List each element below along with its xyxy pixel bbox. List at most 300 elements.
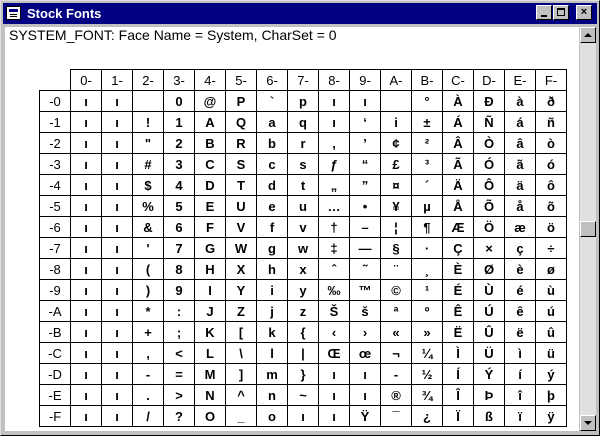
char-cell: g xyxy=(257,238,288,259)
char-cell: í xyxy=(505,364,536,385)
char-cell: Ì xyxy=(443,343,474,364)
char-cell: ı xyxy=(102,133,133,154)
char-cell: ò xyxy=(536,133,567,154)
char-cell: § xyxy=(381,238,412,259)
table-row xyxy=(40,154,567,175)
char-cell: ’ xyxy=(350,133,381,154)
table-row xyxy=(40,259,567,280)
char-cell: K xyxy=(195,322,226,343)
column-header: 3- xyxy=(164,70,195,91)
char-cell: ° xyxy=(412,91,443,112)
column-header: B- xyxy=(412,70,443,91)
char-cell: ï xyxy=(505,406,536,427)
char-cell: Ä xyxy=(443,175,474,196)
char-cell: Ý xyxy=(474,364,505,385)
char-cell: E xyxy=(195,196,226,217)
char-cell: — xyxy=(350,238,381,259)
char-cell: : xyxy=(164,301,195,322)
scroll-thumb[interactable] xyxy=(580,221,596,237)
char-cell: ý xyxy=(536,364,567,385)
row-header: -1 xyxy=(40,112,71,133)
column-header-row xyxy=(40,70,567,91)
char-cell: 2 xyxy=(164,133,195,154)
char-cell: & xyxy=(133,217,164,238)
char-cell: 3 xyxy=(164,154,195,175)
table-row xyxy=(40,133,567,154)
char-cell: £ xyxy=(381,154,412,175)
char-cell: ı xyxy=(288,406,319,427)
char-cell: ı xyxy=(102,238,133,259)
char-cell: ı xyxy=(102,154,133,175)
char-cell: ˆ xyxy=(319,259,350,280)
char-cell: Ù xyxy=(474,280,505,301)
char-cell: Æ xyxy=(443,217,474,238)
char-cell: É xyxy=(443,280,474,301)
char-cell: O xyxy=(195,406,226,427)
char-cell: ¹ xyxy=(412,280,443,301)
char-cell: Ï xyxy=(443,406,474,427)
char-cell: + xyxy=(133,322,164,343)
char-cell: ± xyxy=(412,112,443,133)
row-header: -F xyxy=(40,406,71,427)
char-cell: V xyxy=(226,217,257,238)
char-cell: ì xyxy=(505,343,536,364)
char-cell: Q xyxy=(226,112,257,133)
char-cell: ı xyxy=(350,364,381,385)
char-cell: t xyxy=(288,175,319,196)
table-row xyxy=(40,196,567,217)
char-cell: ½ xyxy=(412,364,443,385)
row-header: -E xyxy=(40,385,71,406)
char-cell: ı xyxy=(102,385,133,406)
char-cell: J xyxy=(195,301,226,322)
row-header: -9 xyxy=(40,280,71,301)
char-cell: q xyxy=(288,112,319,133)
char-cell: Œ xyxy=(319,343,350,364)
char-cell: ô xyxy=(536,175,567,196)
table-row xyxy=(40,112,567,133)
char-cell: … xyxy=(319,196,350,217)
char-cell: X xyxy=(226,259,257,280)
char-cell: 5 xyxy=(164,196,195,217)
arrow-up-icon xyxy=(584,33,592,37)
char-cell: è xyxy=(505,259,536,280)
char-cell: × xyxy=(474,238,505,259)
char-cell: û xyxy=(536,322,567,343)
char-cell: ƒ xyxy=(319,154,350,175)
char-cell: ı xyxy=(71,280,102,301)
table-row xyxy=(40,343,567,364)
title-bar[interactable] xyxy=(3,3,597,24)
char-cell: ı xyxy=(71,133,102,154)
char-cell: [ xyxy=(226,322,257,343)
char-cell: I xyxy=(195,280,226,301)
char-cell: š xyxy=(350,301,381,322)
char-cell: ı xyxy=(71,91,102,112)
row-header: -2 xyxy=(40,133,71,154)
char-cell: j xyxy=(257,301,288,322)
column-header: 2- xyxy=(133,70,164,91)
char-cell: m xyxy=(257,364,288,385)
char-cell: Ú xyxy=(474,301,505,322)
char-cell: 7 xyxy=(164,238,195,259)
char-cell: Ê xyxy=(443,301,474,322)
char-cell: ı xyxy=(71,196,102,217)
char-cell: î xyxy=(505,385,536,406)
row-header: -6 xyxy=(40,217,71,238)
char-cell: “ xyxy=(350,154,381,175)
char-cell: â xyxy=(505,133,536,154)
char-cell: , xyxy=(319,133,350,154)
char-cell: w xyxy=(288,238,319,259)
minimize-icon xyxy=(541,15,547,17)
char-cell: - xyxy=(381,364,412,385)
char-cell: u xyxy=(288,196,319,217)
char-cell: › xyxy=(350,322,381,343)
char-cell: % xyxy=(133,196,164,217)
char-cell: ı xyxy=(102,301,133,322)
close-button[interactable] xyxy=(576,5,592,20)
window-title: Stock Fonts xyxy=(27,6,102,21)
char-cell: ¼ xyxy=(412,343,443,364)
char-cell: Ñ xyxy=(474,112,505,133)
char-cell: _ xyxy=(226,406,257,427)
char-cell: ı xyxy=(319,385,350,406)
char-cell: ı xyxy=(102,322,133,343)
char-cell: ³ xyxy=(412,154,443,175)
char-cell: ª xyxy=(381,301,412,322)
char-cell: ~ xyxy=(288,385,319,406)
char-cell: 1 xyxy=(164,112,195,133)
char-cell: ı xyxy=(102,406,133,427)
maximize-button[interactable] xyxy=(553,5,569,20)
char-cell: S xyxy=(226,154,257,175)
char-cell: T xyxy=(226,175,257,196)
char-cell: ı xyxy=(71,259,102,280)
table-corner xyxy=(40,70,71,91)
char-cell: * xyxy=(133,301,164,322)
char-cell: ã xyxy=(505,154,536,175)
char-cell: ı xyxy=(102,217,133,238)
char-cell: ² xyxy=(412,133,443,154)
char-cell: ı xyxy=(71,385,102,406)
char-cell: B xyxy=(195,133,226,154)
char-cell: å xyxy=(505,196,536,217)
char-cell: ı xyxy=(319,364,350,385)
row-header: -7 xyxy=(40,238,71,259)
row-header: -C xyxy=(40,343,71,364)
arrow-down-icon xyxy=(584,421,592,425)
char-cell: ı xyxy=(71,406,102,427)
maximize-icon xyxy=(557,8,565,16)
char-cell: ) xyxy=(133,280,164,301)
char-cell: Ó xyxy=(474,154,505,175)
char-cell: † xyxy=(319,217,350,238)
char-cell: ı xyxy=(319,112,350,133)
char-cell: D xyxy=(195,175,226,196)
row-header: -D xyxy=(40,364,71,385)
scroll-down-button[interactable] xyxy=(580,415,596,431)
char-cell: Þ xyxy=(474,385,505,406)
client-area xyxy=(5,27,579,431)
char-cell: ı xyxy=(71,364,102,385)
char-cell: ı xyxy=(71,154,102,175)
column-header: A- xyxy=(381,70,412,91)
char-cell: l xyxy=(257,343,288,364)
char-cell: ø xyxy=(536,259,567,280)
char-cell: • xyxy=(350,196,381,217)
char-cell: Ã xyxy=(443,154,474,175)
char-cell: k xyxy=(257,322,288,343)
char-cell: ı xyxy=(102,196,133,217)
char-cell: – xyxy=(350,217,381,238)
char-cell: x xyxy=(288,259,319,280)
char-cell: æ xyxy=(505,217,536,238)
char-cell: a xyxy=(257,112,288,133)
char-cell: # xyxy=(133,154,164,175)
char-cell: È xyxy=(443,259,474,280)
row-header: -4 xyxy=(40,175,71,196)
char-cell: Ð xyxy=(474,91,505,112)
char-cell: « xyxy=(381,322,412,343)
char-cell: ö xyxy=(536,217,567,238)
char-cell: ı xyxy=(102,112,133,133)
char-cell: ê xyxy=(505,301,536,322)
char-cell: ı xyxy=(102,364,133,385)
app-icon[interactable] xyxy=(6,6,21,20)
char-cell: ı xyxy=(319,406,350,427)
column-header: C- xyxy=(443,70,474,91)
char-cell: Ô xyxy=(474,175,505,196)
column-header: 7- xyxy=(288,70,319,91)
char-cell: $ xyxy=(133,175,164,196)
row-header: -3 xyxy=(40,154,71,175)
table-row xyxy=(40,322,567,343)
char-cell: U xyxy=(226,196,257,217)
char-cell xyxy=(133,91,164,112)
char-cell: ' xyxy=(133,238,164,259)
char-cell: H xyxy=(195,259,226,280)
table-row xyxy=(40,280,567,301)
char-cell: R xyxy=(226,133,257,154)
char-cell: à xyxy=(505,91,536,112)
char-cell: " xyxy=(133,133,164,154)
char-cell: ı xyxy=(102,175,133,196)
char-cell: F xyxy=(195,217,226,238)
char-cell: Y xyxy=(226,280,257,301)
column-header: 1- xyxy=(102,70,133,91)
minimize-button[interactable] xyxy=(536,5,552,20)
char-cell: ı xyxy=(71,343,102,364)
char-cell: ® xyxy=(381,385,412,406)
char-cell: ñ xyxy=(536,112,567,133)
char-cell: À xyxy=(443,91,474,112)
column-header: 6- xyxy=(257,70,288,91)
char-cell: b xyxy=(257,133,288,154)
char-cell: ¯ xyxy=(381,406,412,427)
char-cell: G xyxy=(195,238,226,259)
row-header: -5 xyxy=(40,196,71,217)
close-icon: × xyxy=(580,6,588,18)
char-cell: Í xyxy=(443,364,474,385)
char-cell: ¢ xyxy=(381,133,412,154)
char-cell: ? xyxy=(164,406,195,427)
char-cell: ü xyxy=(536,343,567,364)
char-cell: µ xyxy=(412,196,443,217)
char-cell: ; xyxy=(164,322,195,343)
table-row xyxy=(40,406,567,427)
vertical-scrollbar[interactable] xyxy=(580,27,596,431)
char-cell: é xyxy=(505,280,536,301)
char-cell: ` xyxy=(257,91,288,112)
char-cell: L xyxy=(195,343,226,364)
char-cell: ˜ xyxy=(350,259,381,280)
table-row xyxy=(40,91,567,112)
char-cell: Û xyxy=(474,322,505,343)
char-cell: Š xyxy=(319,301,350,322)
column-header: F- xyxy=(536,70,567,91)
char-cell: ¶ xyxy=(412,217,443,238)
char-cell: P xyxy=(226,91,257,112)
char-cell: i xyxy=(381,112,412,133)
row-header: -A xyxy=(40,301,71,322)
char-cell xyxy=(381,91,412,112)
char-cell: { xyxy=(288,322,319,343)
char-cell: v xyxy=(288,217,319,238)
char-cell: ´ xyxy=(412,175,443,196)
char-cell: 4 xyxy=(164,175,195,196)
char-cell: ı xyxy=(71,322,102,343)
char-cell: ¿ xyxy=(412,406,443,427)
char-cell: ı xyxy=(350,91,381,112)
column-header: 5- xyxy=(226,70,257,91)
char-cell: Õ xyxy=(474,196,505,217)
char-cell: Å xyxy=(443,196,474,217)
column-header: D- xyxy=(474,70,505,91)
column-header: E- xyxy=(505,70,536,91)
char-cell: r xyxy=(288,133,319,154)
char-cell: ÷ xyxy=(536,238,567,259)
char-cell: » xyxy=(412,322,443,343)
char-cell: \ xyxy=(226,343,257,364)
char-cell: ı xyxy=(71,112,102,133)
char-cell: < xyxy=(164,343,195,364)
char-cell: f xyxy=(257,217,288,238)
char-cell: © xyxy=(381,280,412,301)
table-row xyxy=(40,175,567,196)
char-cell: · xyxy=(412,238,443,259)
column-header: 0- xyxy=(71,70,102,91)
char-cell: Ö xyxy=(474,217,505,238)
char-cell: | xyxy=(288,343,319,364)
char-cell: ı xyxy=(71,301,102,322)
char-cell: 0 xyxy=(164,91,195,112)
row-header: -B xyxy=(40,322,71,343)
char-cell: ‰ xyxy=(319,280,350,301)
char-cell: Ò xyxy=(474,133,505,154)
char-cell: õ xyxy=(536,196,567,217)
row-header: -0 xyxy=(40,91,71,112)
char-cell: @ xyxy=(195,91,226,112)
char-cell: ” xyxy=(350,175,381,196)
char-cell: þ xyxy=(536,385,567,406)
char-cell: n xyxy=(257,385,288,406)
column-header: 4- xyxy=(195,70,226,91)
char-cell: A xyxy=(195,112,226,133)
char-cell: C xyxy=(195,154,226,175)
char-cell: Ë xyxy=(443,322,474,343)
column-header: 9- xyxy=(350,70,381,91)
char-cell: ı xyxy=(71,238,102,259)
char-cell: ¾ xyxy=(412,385,443,406)
char-cell: ç xyxy=(505,238,536,259)
char-cell: z xyxy=(288,301,319,322)
char-cell: i xyxy=(257,280,288,301)
char-cell: ë xyxy=(505,322,536,343)
char-cell: ( xyxy=(133,259,164,280)
char-cell: ¨ xyxy=(381,259,412,280)
char-cell: Î xyxy=(443,385,474,406)
table-row xyxy=(40,364,567,385)
char-cell: ð xyxy=(536,91,567,112)
char-cell: ¦ xyxy=(381,217,412,238)
char-cell: , xyxy=(133,343,164,364)
char-cell: ä xyxy=(505,175,536,196)
char-cell: M xyxy=(195,364,226,385)
char-cell: ‘ xyxy=(350,112,381,133)
scroll-up-button[interactable] xyxy=(580,27,596,43)
char-cell: s xyxy=(288,154,319,175)
char-cell: ı xyxy=(102,259,133,280)
character-table xyxy=(39,69,567,427)
char-cell: „ xyxy=(319,175,350,196)
char-cell: ‡ xyxy=(319,238,350,259)
char-cell: d xyxy=(257,175,288,196)
char-cell: W xyxy=(226,238,257,259)
char-cell: ı xyxy=(102,280,133,301)
char-cell: o xyxy=(257,406,288,427)
char-cell: = xyxy=(164,364,195,385)
char-cell: N xyxy=(195,385,226,406)
char-cell: ı xyxy=(350,385,381,406)
char-cell: á xyxy=(505,112,536,133)
table-row xyxy=(40,385,567,406)
char-cell: e xyxy=(257,196,288,217)
char-cell: º xyxy=(412,301,443,322)
char-cell: - xyxy=(133,364,164,385)
char-cell: ¸ xyxy=(412,259,443,280)
char-cell: ó xyxy=(536,154,567,175)
char-cell: 6 xyxy=(164,217,195,238)
char-cell: œ xyxy=(350,343,381,364)
char-cell: ı xyxy=(71,175,102,196)
char-cell: . xyxy=(133,385,164,406)
table-row xyxy=(40,238,567,259)
char-cell: ú xyxy=(536,301,567,322)
char-cell: 8 xyxy=(164,259,195,280)
column-header: 8- xyxy=(319,70,350,91)
char-cell: c xyxy=(257,154,288,175)
char-cell: ı xyxy=(102,91,133,112)
char-cell: ] xyxy=(226,364,257,385)
char-cell: ı xyxy=(319,91,350,112)
char-cell: 9 xyxy=(164,280,195,301)
char-cell: ¤ xyxy=(381,175,412,196)
char-cell: h xyxy=(257,259,288,280)
char-cell: Ü xyxy=(474,343,505,364)
char-cell: Z xyxy=(226,301,257,322)
table-row xyxy=(40,217,567,238)
